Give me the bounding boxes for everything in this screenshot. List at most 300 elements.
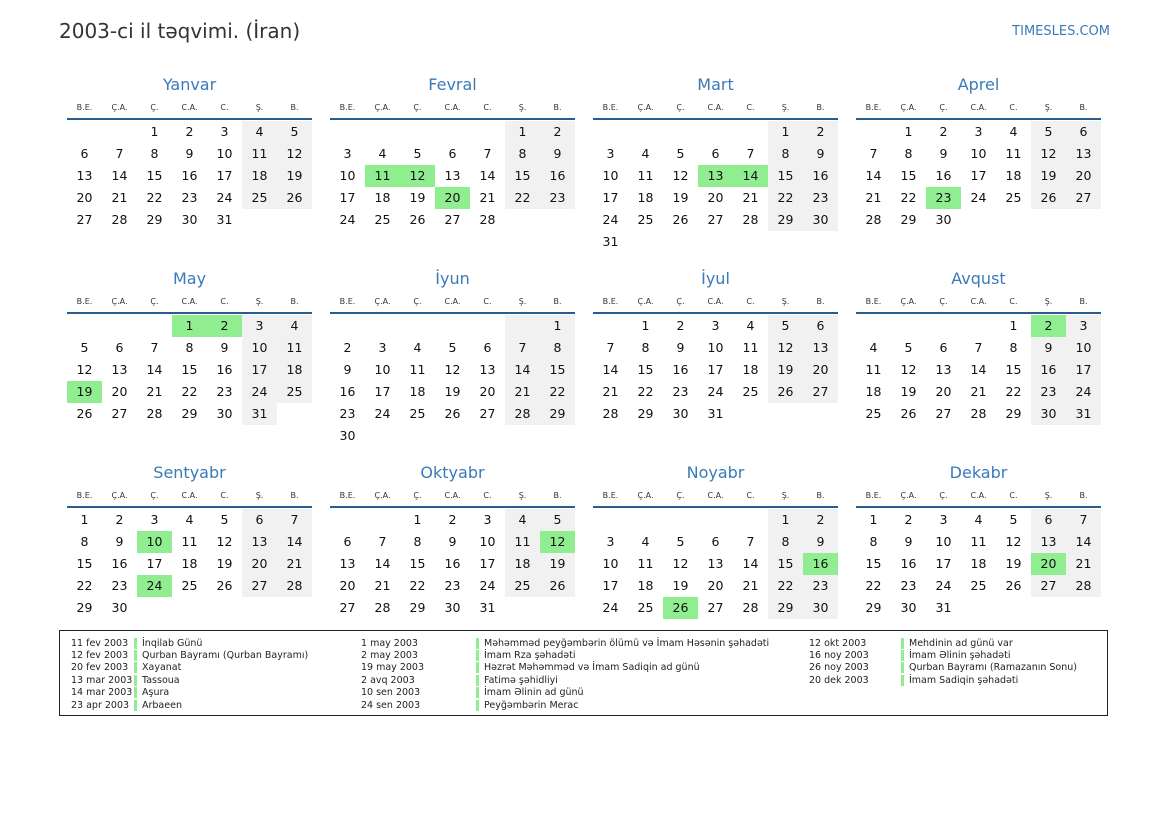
day-cell[interactable]: 20 (479, 384, 496, 399)
day-cell[interactable]: 14 (865, 168, 882, 183)
day-cell[interactable]: 6 (115, 340, 124, 355)
day-cell[interactable]: 19 (540, 553, 575, 575)
day-cell[interactable]: 8 (869, 534, 878, 549)
day-cell[interactable]: 4 (641, 534, 650, 549)
day-cell[interactable]: 20 (242, 553, 277, 575)
day-cell[interactable]: 6 (242, 509, 277, 531)
day-cell[interactable]: 17 (935, 556, 952, 571)
day-cell[interactable]: 24 (1066, 381, 1101, 403)
day-cell[interactable]: 12 (672, 168, 689, 183)
day-cell[interactable]: 4 (277, 315, 312, 337)
day-cell[interactable]: 23 (672, 384, 689, 399)
day-cell-holiday[interactable]: 26 (663, 597, 698, 619)
day-cell[interactable]: 7 (606, 340, 615, 355)
day-cell[interactable]: 27 (1031, 575, 1066, 597)
day-cell[interactable]: 8 (768, 531, 803, 553)
day-cell[interactable]: 15 (768, 165, 803, 187)
day-cell[interactable]: 17 (602, 578, 619, 593)
day-cell[interactable]: 29 (900, 212, 917, 227)
day-cell[interactable]: 4 (242, 121, 277, 143)
day-cell[interactable]: 1 (1009, 318, 1018, 333)
day-cell[interactable]: 18 (374, 190, 391, 205)
day-cell[interactable]: 10 (479, 534, 496, 549)
day-cell[interactable]: 18 (637, 578, 654, 593)
day-cell[interactable]: 31 (935, 600, 952, 615)
day-cell[interactable]: 19 (216, 556, 233, 571)
day-cell[interactable]: 4 (413, 340, 422, 355)
day-cell[interactable]: 21 (374, 578, 391, 593)
day-cell[interactable]: 22 (768, 575, 803, 597)
day-cell[interactable]: 5 (80, 340, 89, 355)
day-cell[interactable]: 11 (277, 337, 312, 359)
day-cell[interactable]: 6 (80, 146, 89, 161)
day-cell[interactable]: 7 (746, 534, 755, 549)
day-cell[interactable]: 9 (115, 534, 124, 549)
day-cell[interactable]: 6 (448, 146, 457, 161)
day-cell[interactable]: 6 (803, 315, 838, 337)
day-cell[interactable]: 9 (939, 146, 948, 161)
day-cell[interactable]: 3 (606, 534, 615, 549)
day-cell[interactable]: 14 (602, 362, 619, 377)
day-cell[interactable]: 15 (865, 556, 882, 571)
day-cell[interactable]: 19 (768, 359, 803, 381)
day-cell[interactable]: 21 (505, 381, 540, 403)
day-cell[interactable]: 7 (483, 146, 492, 161)
day-cell[interactable]: 22 (76, 578, 93, 593)
day-cell[interactable]: 31 (602, 234, 619, 249)
day-cell[interactable]: 27 (803, 381, 838, 403)
day-cell[interactable]: 16 (803, 165, 838, 187)
day-cell[interactable]: 3 (711, 318, 720, 333)
day-cell[interactable]: 14 (742, 556, 759, 571)
day-cell[interactable]: 2 (343, 340, 352, 355)
day-cell[interactable]: 15 (505, 165, 540, 187)
day-cell[interactable]: 11 (637, 168, 654, 183)
day-cell[interactable]: 17 (146, 556, 163, 571)
day-cell[interactable]: 28 (1066, 575, 1101, 597)
day-cell[interactable]: 12 (1005, 534, 1022, 549)
day-cell[interactable]: 22 (865, 578, 882, 593)
day-cell[interactable]: 28 (277, 575, 312, 597)
day-cell[interactable]: 3 (606, 146, 615, 161)
day-cell[interactable]: 8 (540, 337, 575, 359)
day-cell[interactable]: 9 (343, 362, 352, 377)
day-cell[interactable]: 21 (970, 384, 987, 399)
day-cell[interactable]: 18 (1005, 168, 1022, 183)
day-cell-holiday[interactable]: 24 (137, 575, 172, 597)
day-cell[interactable]: 13 (111, 362, 128, 377)
day-cell[interactable]: 8 (413, 534, 422, 549)
day-cell[interactable]: 18 (181, 556, 198, 571)
day-cell[interactable]: 15 (900, 168, 917, 183)
day-cell[interactable]: 24 (374, 406, 391, 421)
day-cell[interactable]: 18 (505, 553, 540, 575)
day-cell[interactable]: 31 (1066, 403, 1101, 425)
day-cell[interactable]: 22 (1005, 384, 1022, 399)
day-cell[interactable]: 14 (479, 168, 496, 183)
day-cell[interactable]: 22 (181, 384, 198, 399)
day-cell[interactable]: 1 (768, 121, 803, 143)
day-cell[interactable]: 4 (869, 340, 878, 355)
day-cell[interactable]: 5 (768, 315, 803, 337)
day-cell[interactable]: 29 (768, 597, 803, 619)
day-cell[interactable]: 19 (277, 165, 312, 187)
day-cell[interactable]: 19 (409, 190, 426, 205)
day-cell[interactable]: 23 (1031, 381, 1066, 403)
day-cell[interactable]: 26 (900, 406, 917, 421)
day-cell[interactable]: 9 (185, 146, 194, 161)
day-cell[interactable]: 23 (181, 190, 198, 205)
day-cell[interactable]: 7 (277, 509, 312, 531)
day-cell[interactable]: 26 (444, 406, 461, 421)
day-cell[interactable]: 21 (479, 190, 496, 205)
day-cell[interactable]: 27 (111, 406, 128, 421)
day-cell[interactable]: 7 (378, 534, 387, 549)
site-link[interactable]: TIMESLES.COM (1012, 24, 1110, 39)
day-cell-holiday[interactable]: 2 (207, 315, 242, 337)
day-cell[interactable]: 19 (444, 384, 461, 399)
day-cell[interactable]: 10 (970, 146, 987, 161)
day-cell[interactable]: 18 (970, 556, 987, 571)
day-cell[interactable]: 5 (904, 340, 913, 355)
day-cell[interactable]: 16 (900, 556, 917, 571)
day-cell[interactable]: 16 (540, 165, 575, 187)
day-cell[interactable]: 17 (970, 168, 987, 183)
day-cell[interactable]: 18 (637, 190, 654, 205)
day-cell[interactable]: 29 (865, 600, 882, 615)
day-cell[interactable]: 26 (768, 381, 803, 403)
day-cell[interactable]: 23 (444, 578, 461, 593)
day-cell[interactable]: 12 (672, 556, 689, 571)
day-cell[interactable]: 5 (277, 121, 312, 143)
day-cell[interactable]: 20 (707, 578, 724, 593)
day-cell[interactable]: 13 (76, 168, 93, 183)
day-cell[interactable]: 31 (707, 406, 724, 421)
day-cell[interactable]: 9 (540, 143, 575, 165)
day-cell[interactable]: 20 (803, 359, 838, 381)
day-cell[interactable]: 9 (803, 531, 838, 553)
day-cell[interactable]: 10 (1066, 337, 1101, 359)
day-cell[interactable]: 24 (970, 190, 987, 205)
day-cell[interactable]: 24 (242, 381, 277, 403)
day-cell[interactable]: 22 (409, 578, 426, 593)
day-cell[interactable]: 3 (1066, 315, 1101, 337)
day-cell[interactable]: 18 (742, 362, 759, 377)
day-cell[interactable]: 2 (803, 509, 838, 531)
day-cell[interactable]: 19 (1005, 556, 1022, 571)
day-cell[interactable]: 12 (76, 362, 93, 377)
day-cell[interactable]: 25 (181, 578, 198, 593)
day-cell[interactable]: 9 (803, 143, 838, 165)
day-cell-holiday[interactable]: 12 (540, 531, 575, 553)
day-cell[interactable]: 21 (742, 190, 759, 205)
day-cell[interactable]: 20 (935, 384, 952, 399)
day-cell[interactable]: 26 (672, 212, 689, 227)
day-cell-holiday[interactable]: 14 (733, 165, 768, 187)
day-cell[interactable]: 8 (768, 143, 803, 165)
day-cell[interactable]: 27 (444, 212, 461, 227)
day-cell[interactable]: 12 (768, 337, 803, 359)
day-cell[interactable]: 23 (900, 578, 917, 593)
day-cell[interactable]: 14 (111, 168, 128, 183)
day-cell[interactable]: 10 (707, 340, 724, 355)
day-cell-holiday[interactable]: 11 (365, 165, 400, 187)
day-cell[interactable]: 27 (339, 600, 356, 615)
day-cell-holiday[interactable]: 10 (137, 531, 172, 553)
day-cell[interactable]: 3 (150, 512, 159, 527)
day-cell[interactable]: 7 (150, 340, 159, 355)
day-cell[interactable]: 8 (1009, 340, 1018, 355)
day-cell[interactable]: 12 (900, 362, 917, 377)
day-cell[interactable]: 5 (220, 512, 229, 527)
day-cell[interactable]: 6 (1066, 121, 1101, 143)
day-cell[interactable]: 11 (1005, 146, 1022, 161)
day-cell[interactable]: 1 (150, 124, 159, 139)
day-cell[interactable]: 25 (865, 406, 882, 421)
day-cell[interactable]: 25 (374, 212, 391, 227)
day-cell[interactable]: 25 (505, 575, 540, 597)
day-cell[interactable]: 22 (146, 190, 163, 205)
day-cell[interactable]: 24 (707, 384, 724, 399)
day-cell[interactable]: 13 (707, 556, 724, 571)
day-cell[interactable]: 17 (374, 384, 391, 399)
day-cell[interactable]: 30 (672, 406, 689, 421)
day-cell[interactable]: 31 (216, 212, 233, 227)
day-cell[interactable]: 13 (479, 362, 496, 377)
day-cell[interactable]: 13 (242, 531, 277, 553)
day-cell[interactable]: 23 (803, 187, 838, 209)
day-cell[interactable]: 28 (602, 406, 619, 421)
day-cell[interactable]: 18 (409, 384, 426, 399)
day-cell[interactable]: 16 (672, 362, 689, 377)
day-cell[interactable]: 6 (711, 146, 720, 161)
day-cell[interactable]: 29 (768, 209, 803, 231)
day-cell[interactable]: 11 (505, 531, 540, 553)
day-cell[interactable]: 25 (409, 406, 426, 421)
day-cell[interactable]: 18 (277, 359, 312, 381)
day-cell[interactable]: 30 (339, 428, 356, 443)
day-cell[interactable]: 1 (413, 512, 422, 527)
day-cell[interactable]: 23 (216, 384, 233, 399)
day-cell[interactable]: 14 (277, 531, 312, 553)
day-cell[interactable]: 18 (865, 384, 882, 399)
day-cell[interactable]: 21 (1066, 553, 1101, 575)
day-cell[interactable]: 24 (602, 212, 619, 227)
day-cell[interactable]: 28 (111, 212, 128, 227)
day-cell[interactable]: 2 (185, 124, 194, 139)
day-cell[interactable]: 25 (1005, 190, 1022, 205)
day-cell[interactable]: 3 (378, 340, 387, 355)
day-cell[interactable]: 19 (672, 578, 689, 593)
day-cell[interactable]: 21 (865, 190, 882, 205)
day-cell[interactable]: 28 (742, 212, 759, 227)
day-cell[interactable]: 3 (974, 124, 983, 139)
day-cell[interactable]: 21 (146, 384, 163, 399)
day-cell-holiday[interactable]: 20 (1031, 553, 1066, 575)
day-cell[interactable]: 24 (935, 578, 952, 593)
day-cell[interactable]: 20 (1066, 165, 1101, 187)
day-cell[interactable]: 1 (540, 315, 575, 337)
day-cell[interactable]: 5 (676, 534, 685, 549)
day-cell[interactable]: 17 (707, 362, 724, 377)
day-cell[interactable]: 17 (1066, 359, 1101, 381)
day-cell[interactable]: 31 (242, 403, 277, 425)
day-cell[interactable]: 27 (935, 406, 952, 421)
day-cell[interactable]: 14 (1066, 531, 1101, 553)
day-cell[interactable]: 6 (711, 534, 720, 549)
day-cell[interactable]: 14 (970, 362, 987, 377)
day-cell[interactable]: 14 (374, 556, 391, 571)
day-cell[interactable]: 28 (479, 212, 496, 227)
day-cell[interactable]: 25 (637, 600, 654, 615)
day-cell[interactable]: 13 (803, 337, 838, 359)
day-cell[interactable]: 30 (1031, 403, 1066, 425)
day-cell[interactable]: 15 (768, 553, 803, 575)
day-cell[interactable]: 10 (602, 168, 619, 183)
day-cell[interactable]: 3 (483, 512, 492, 527)
day-cell[interactable]: 2 (448, 512, 457, 527)
day-cell[interactable]: 10 (339, 168, 356, 183)
day-cell[interactable]: 12 (277, 143, 312, 165)
day-cell[interactable]: 31 (479, 600, 496, 615)
day-cell[interactable]: 10 (242, 337, 277, 359)
day-cell[interactable]: 14 (505, 359, 540, 381)
day-cell[interactable]: 29 (76, 600, 93, 615)
day-cell[interactable]: 29 (1005, 406, 1022, 421)
day-cell[interactable]: 28 (146, 406, 163, 421)
day-cell[interactable]: 22 (900, 190, 917, 205)
day-cell[interactable]: 3 (242, 315, 277, 337)
day-cell[interactable]: 4 (378, 146, 387, 161)
day-cell[interactable]: 17 (479, 556, 496, 571)
day-cell[interactable]: 30 (444, 600, 461, 615)
day-cell[interactable]: 11 (409, 362, 426, 377)
day-cell[interactable]: 19 (1031, 165, 1066, 187)
day-cell[interactable]: 2 (939, 124, 948, 139)
day-cell[interactable]: 8 (80, 534, 89, 549)
day-cell[interactable]: 4 (641, 146, 650, 161)
day-cell[interactable]: 15 (409, 556, 426, 571)
day-cell[interactable]: 8 (185, 340, 194, 355)
day-cell[interactable]: 18 (242, 165, 277, 187)
day-cell[interactable]: 7 (746, 146, 755, 161)
day-cell[interactable]: 7 (869, 146, 878, 161)
day-cell[interactable]: 4 (746, 318, 755, 333)
day-cell[interactable]: 25 (637, 212, 654, 227)
day-cell[interactable]: 16 (339, 384, 356, 399)
day-cell[interactable]: 26 (216, 578, 233, 593)
day-cell[interactable]: 26 (1005, 578, 1022, 593)
day-cell[interactable]: 19 (672, 190, 689, 205)
day-cell[interactable]: 8 (904, 146, 913, 161)
day-cell[interactable]: 5 (540, 509, 575, 531)
day-cell[interactable]: 30 (216, 406, 233, 421)
day-cell[interactable]: 30 (803, 597, 838, 619)
day-cell[interactable]: 25 (277, 381, 312, 403)
day-cell[interactable]: 19 (900, 384, 917, 399)
day-cell[interactable]: 1 (904, 124, 913, 139)
day-cell[interactable]: 13 (444, 168, 461, 183)
day-cell[interactable]: 27 (1066, 187, 1101, 209)
day-cell[interactable]: 1 (869, 512, 878, 527)
day-cell[interactable]: 25 (970, 578, 987, 593)
day-cell[interactable]: 2 (115, 512, 124, 527)
day-cell[interactable]: 11 (970, 534, 987, 549)
day-cell[interactable]: 16 (444, 556, 461, 571)
day-cell-holiday[interactable]: 19 (67, 381, 102, 403)
day-cell[interactable]: 29 (146, 212, 163, 227)
day-cell[interactable]: 10 (602, 556, 619, 571)
day-cell[interactable]: 16 (935, 168, 952, 183)
day-cell[interactable]: 27 (76, 212, 93, 227)
day-cell[interactable]: 20 (111, 384, 128, 399)
day-cell[interactable]: 10 (216, 146, 233, 161)
day-cell[interactable]: 11 (637, 556, 654, 571)
day-cell[interactable]: 21 (602, 384, 619, 399)
day-cell[interactable]: 20 (76, 190, 93, 205)
day-cell[interactable]: 5 (413, 146, 422, 161)
day-cell-holiday[interactable]: 2 (1031, 315, 1066, 337)
day-cell[interactable]: 11 (242, 143, 277, 165)
day-cell[interactable]: 7 (115, 146, 124, 161)
day-cell[interactable]: 12 (444, 362, 461, 377)
day-cell[interactable]: 28 (742, 600, 759, 615)
day-cell[interactable]: 23 (111, 578, 128, 593)
day-cell[interactable]: 12 (216, 534, 233, 549)
day-cell[interactable]: 4 (1009, 124, 1018, 139)
day-cell[interactable]: 6 (939, 340, 948, 355)
day-cell[interactable]: 14 (146, 362, 163, 377)
day-cell[interactable]: 7 (505, 337, 540, 359)
day-cell[interactable]: 27 (707, 600, 724, 615)
day-cell[interactable]: 22 (505, 187, 540, 209)
day-cell[interactable]: 4 (974, 512, 983, 527)
day-cell[interactable]: 9 (1031, 337, 1066, 359)
day-cell-holiday[interactable]: 12 (400, 165, 435, 187)
day-cell[interactable]: 26 (409, 212, 426, 227)
day-cell[interactable]: 15 (1005, 362, 1022, 377)
day-cell[interactable]: 29 (540, 403, 575, 425)
day-cell[interactable]: 24 (602, 600, 619, 615)
day-cell[interactable]: 16 (216, 362, 233, 377)
day-cell[interactable]: 27 (479, 406, 496, 421)
day-cell[interactable]: 13 (1066, 143, 1101, 165)
day-cell-holiday[interactable]: 13 (698, 165, 733, 187)
day-cell[interactable]: 16 (181, 168, 198, 183)
day-cell[interactable]: 13 (935, 362, 952, 377)
day-cell[interactable]: 28 (374, 600, 391, 615)
day-cell[interactable]: 26 (1031, 187, 1066, 209)
day-cell[interactable]: 17 (602, 190, 619, 205)
day-cell[interactable]: 27 (242, 575, 277, 597)
day-cell[interactable]: 24 (339, 212, 356, 227)
day-cell[interactable]: 26 (76, 406, 93, 421)
day-cell[interactable]: 28 (505, 403, 540, 425)
day-cell[interactable]: 13 (1031, 531, 1066, 553)
day-cell[interactable]: 7 (1066, 509, 1101, 531)
day-cell[interactable]: 23 (339, 406, 356, 421)
day-cell[interactable]: 2 (904, 512, 913, 527)
day-cell[interactable]: 4 (505, 509, 540, 531)
day-cell[interactable]: 23 (803, 575, 838, 597)
day-cell[interactable]: 15 (540, 359, 575, 381)
day-cell[interactable]: 5 (1009, 512, 1018, 527)
day-cell[interactable]: 9 (904, 534, 913, 549)
day-cell[interactable]: 23 (540, 187, 575, 209)
day-cell[interactable]: 8 (505, 143, 540, 165)
day-cell[interactable]: 26 (277, 187, 312, 209)
day-cell[interactable]: 5 (448, 340, 457, 355)
